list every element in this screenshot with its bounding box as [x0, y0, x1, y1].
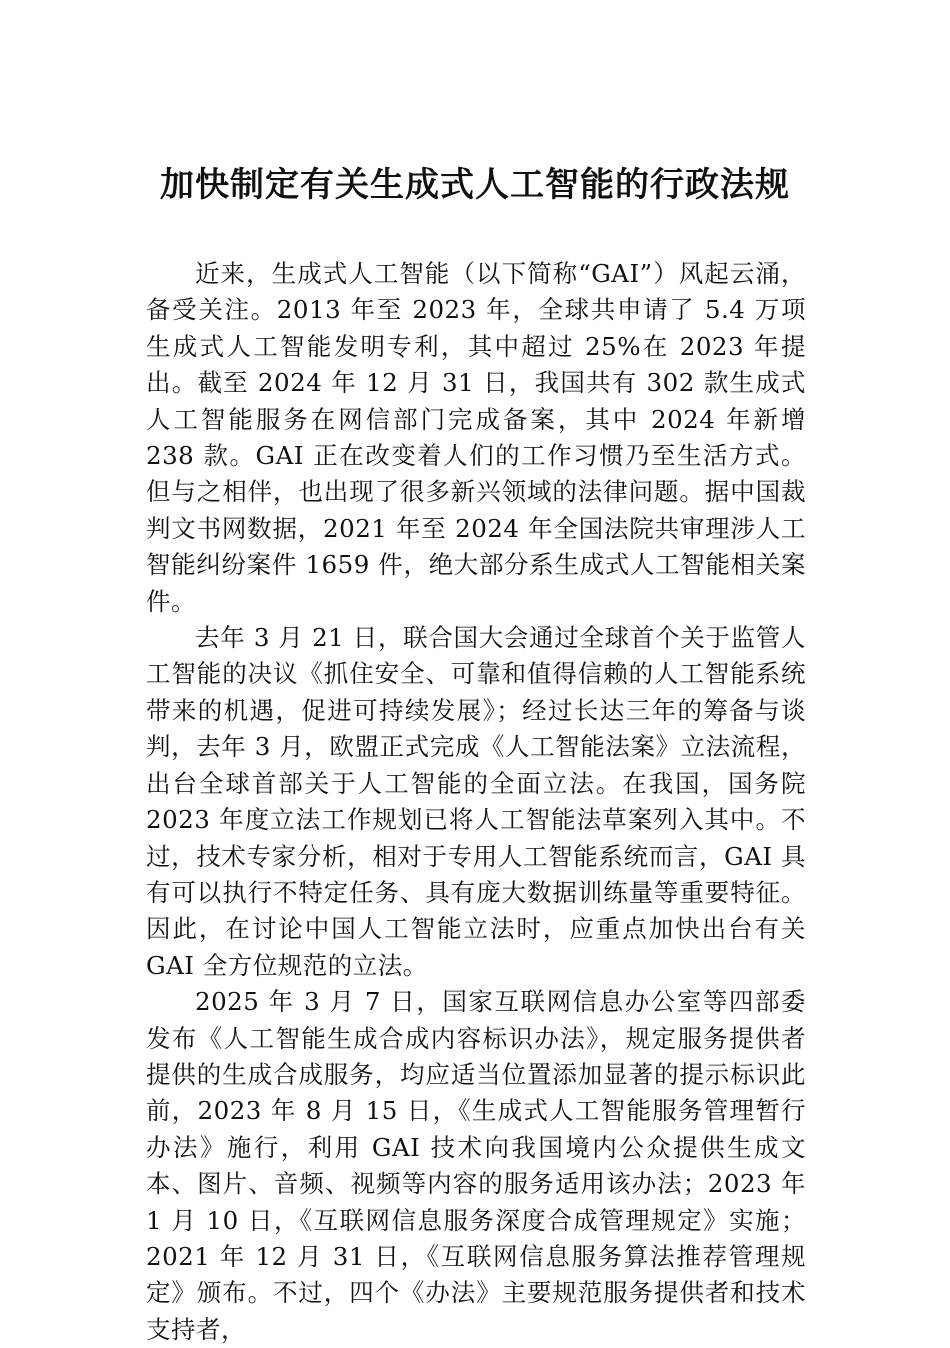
paragraph-2: 去年 3 月 21 日，联合国大会通过全球首个关于监管人工智能的决议《抓住安全、可靠和值得信赖的人工智能系统带来的机遇，促进可持续发展》；经过长达三年的筹备与谈判，去年 3 月，欧盟正式完成《人工智能法案》立法流程，出台全球首部关于人工智能的全面立法。在我国，国务院 2023 年度立法工作规划已将人工智能法草案列入其中。不过，技术专家分析，相对于专用人工智能系统而言，GAI 具有可以执行不特定任务、具有庞大数据训练量等重要特征。因此，在讨论中国人工智能立法时，应重点加快出台有关 GAI 全方位规范的立法。	[146, 623, 806, 980]
document-title: 加快制定有关生成式人工智能的行政法规	[160, 165, 790, 205]
document-body	[146, 256, 806, 1348]
paragraph-1: 近来，生成式人工智能（以下简称“GAI”）风起云涌，备受关注。2013 年至 2023 年，全球共申请了 5.4 万项生成式人工智能发明专利，其中超过 25%在 2023 年提出。截至 2024 年 12 月 31 日，我国共有 302 款生成式人工智能服务在网信部门完成备案，其中 2024 年新增 238 款。GAI 正在改变着人们的工作习惯乃至生活方式。但与之相伴，也出现了很多新兴领域的法律问题。据中国裁判文书网数据，2021 年至 2024 年全国法院共审理涉人工智能纠纷案件 1659 件，绝大部分系生成式人工智能相关案件。	[146, 259, 806, 616]
paragraph-3: 2025 年 3 月 7 日，国家互联网信息办公室等四部委发布《人工智能生成合成内容标识办法》，规定服务提供者提供的生成合成服务，均应适当位置添加显著的提示标识此前，2023 年 8 月 15 日，《生成式人工智能服务管理暂行办法》施行，利用 GAI 技术向我国境内公众提供生成文本、图片、音频、视频等内容的服务适用该办法；2023 年 1 月 10 日，《互联网信息服务深度合成管理规定》实施；2021 年 12 月 31 日，《互联网信息服务算法推荐管理规定》颁布。不过，四个《办法》主要规范服务提供者和技术支持者，	[146, 987, 806, 1344]
